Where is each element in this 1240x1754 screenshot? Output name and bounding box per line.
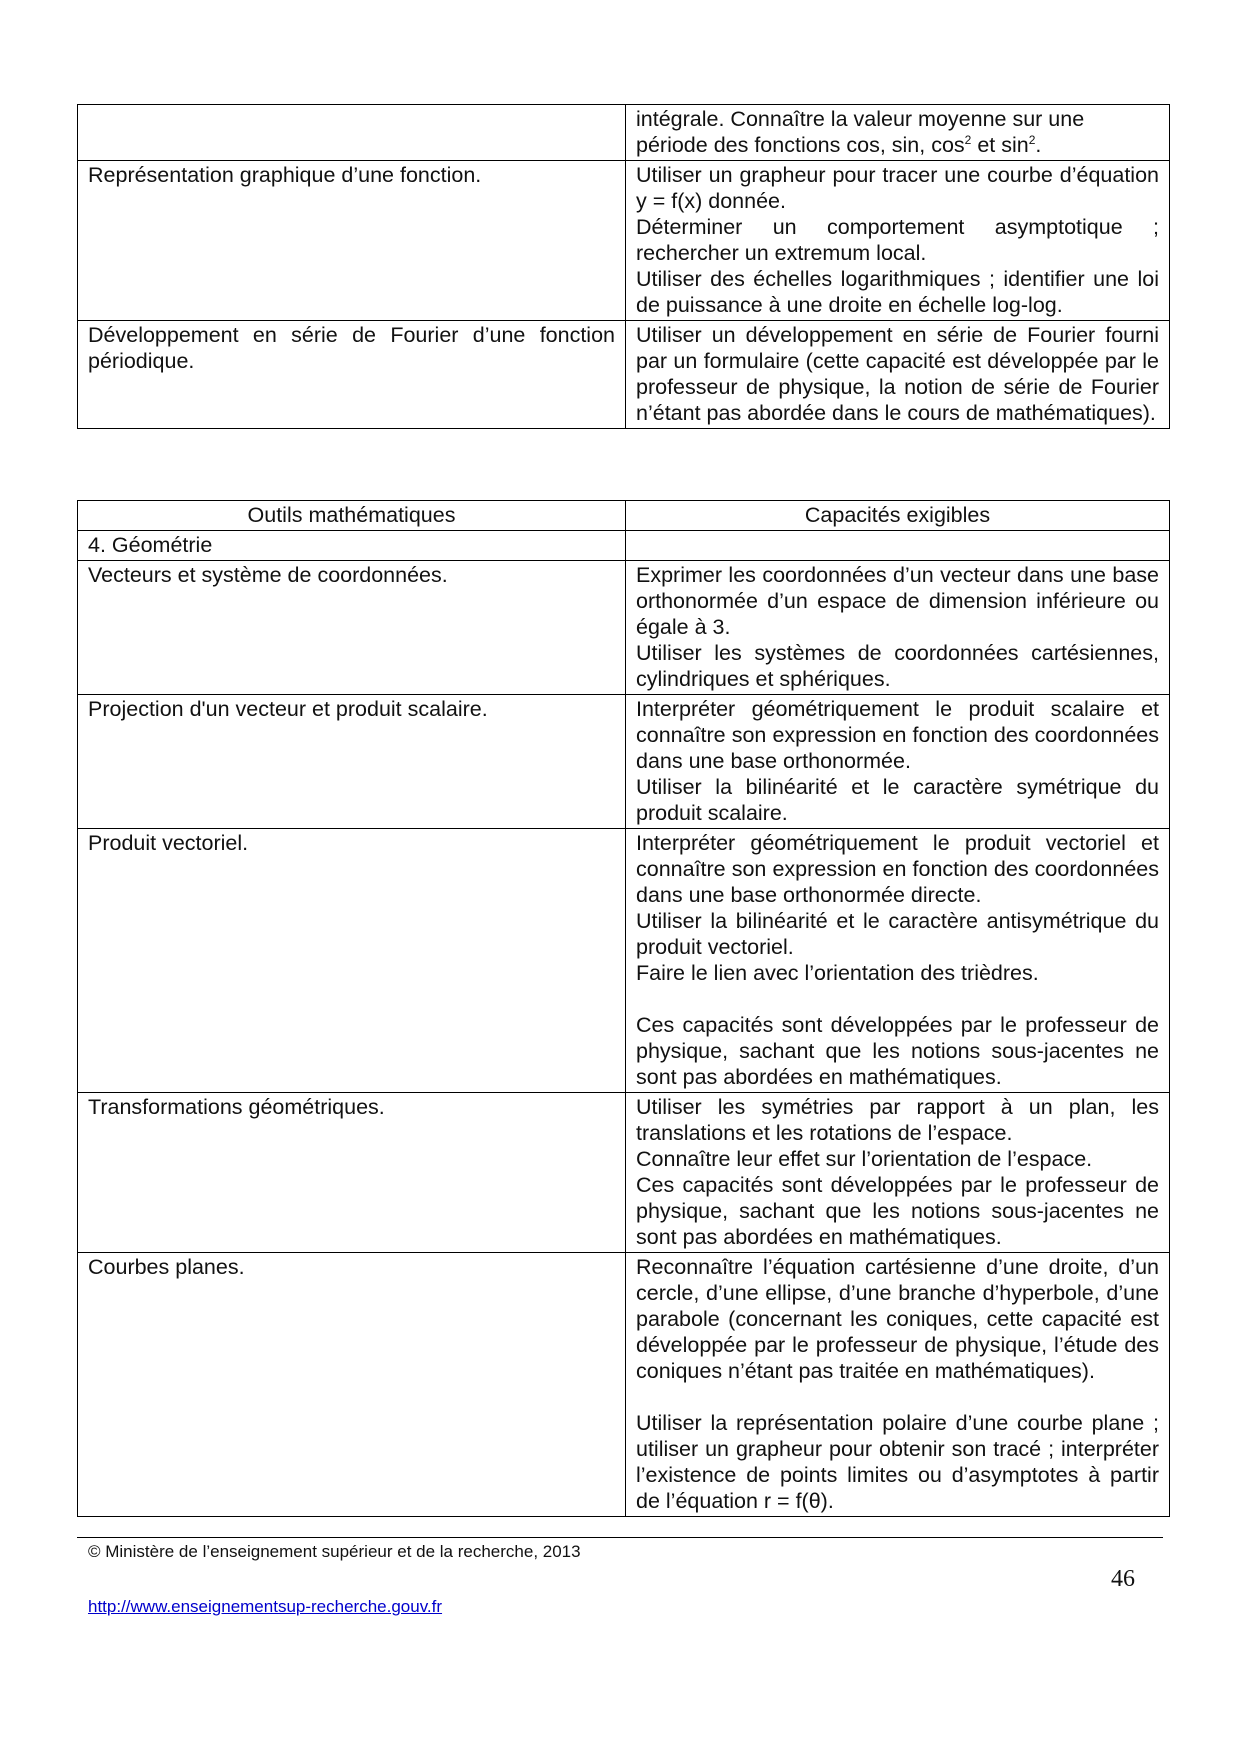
tool-cell-empty bbox=[78, 105, 626, 161]
table-row bbox=[78, 695, 1170, 829]
capacity-cell bbox=[626, 1253, 1170, 1517]
superscript: 2 bbox=[1028, 133, 1036, 147]
footer-copyright: © Ministère de l’enseignement supérieur et de la recherche, 2013 bbox=[88, 1542, 581, 1561]
tool-cell bbox=[78, 161, 626, 321]
capacity-paragraph: Utiliser la bilinéarité et le caractère antisymétrique du produit vectoriel. bbox=[636, 909, 1159, 959]
footer-divider bbox=[77, 1537, 1163, 1538]
table-row bbox=[78, 561, 1170, 695]
superscript: 2 bbox=[964, 133, 972, 147]
column-header-capacities: Capacités exigibles bbox=[626, 501, 1170, 531]
capacity-paragraph: Ces capacités sont développées par le professeur de physique, sachant que les notions sous-jacentes ne sont pas abordées en mathématiques. bbox=[636, 1013, 1159, 1089]
capacity-line bbox=[636, 132, 1159, 158]
table-header-row bbox=[78, 501, 1170, 531]
section-row bbox=[78, 531, 1170, 561]
tool-cell bbox=[78, 829, 626, 1093]
tool-label: Vecteurs et système de coordonnées. bbox=[88, 563, 448, 587]
capacity-line: intégrale. Connaître la valeur moyenne sur une bbox=[636, 107, 1085, 131]
table-row bbox=[78, 829, 1170, 1093]
capacity-cell bbox=[626, 829, 1170, 1093]
capacity-paragraph: Interpréter géométriquement le produit scalaire et connaître son expression en fonction des coordonnées dans une base orthonormée. bbox=[636, 697, 1159, 773]
capacity-paragraph: Utiliser un grapheur pour tracer une courbe d’équation y = f(x) donnée. bbox=[636, 163, 1159, 213]
table-row bbox=[78, 105, 1170, 161]
text-fragment: et sin bbox=[971, 133, 1029, 157]
tool-cell bbox=[78, 695, 626, 829]
capacity-paragraph: Reconnaître l’équation cartésienne d’une droite, d’un cercle, d’une ellipse, d’une branche d’hyperbole, d’une parabole (concernant les coniques, cette capacité est développée par le professeur de physique, l’étude des coniques n’étant pas traitée en mathématiques). bbox=[636, 1255, 1159, 1383]
tool-label: Représentation graphique d’une fonction. bbox=[88, 163, 482, 187]
capacity-cell bbox=[626, 561, 1170, 695]
capacity-paragraph: Interpréter géométriquement le produit vectoriel et connaître son expression en fonction des coordonnées dans une base orthonormée directe. bbox=[636, 831, 1159, 907]
table-row bbox=[78, 1093, 1170, 1253]
capacity-paragraph: Utiliser les systèmes de coordonnées cartésiennes, cylindriques et sphériques. bbox=[636, 641, 1159, 691]
tool-label: Développement en série de Fourier d’une fonction périodique. bbox=[88, 323, 615, 373]
footer-url-link[interactable]: http://www.enseignementsup-recherche.gouv.fr bbox=[88, 1597, 443, 1616]
tool-label: Projection d'un vecteur et produit scalaire. bbox=[88, 697, 488, 721]
capacity-paragraph: Utiliser un développement en série de Fourier fourni par un formulaire (cette capacité est développée par le professeur de physique, la notion de série de Fourier n’étant pas abordée dans le cours de mathématiques). bbox=[636, 323, 1159, 425]
capacity-cell bbox=[626, 1093, 1170, 1253]
table-row bbox=[78, 161, 1170, 321]
section-title: 4. Géométrie bbox=[78, 531, 626, 561]
capacity-cell bbox=[626, 695, 1170, 829]
tool-cell bbox=[78, 1093, 626, 1253]
blank-line bbox=[636, 986, 1159, 1012]
capacity-cell bbox=[626, 161, 1170, 321]
section-empty-cell bbox=[626, 531, 1170, 561]
tool-label: Transformations géométriques. bbox=[88, 1095, 385, 1119]
tool-cell bbox=[78, 561, 626, 695]
capacity-paragraph: Faire le lien avec l’orientation des trièdres. bbox=[636, 961, 1039, 985]
capacity-paragraph: Ces capacités sont développées par le professeur de physique, sachant que les notions sous-jacentes ne sont pas abordées en mathématiques. bbox=[636, 1173, 1159, 1249]
text-fragment: période des fonctions cos, sin, cos bbox=[636, 133, 965, 157]
page-number: 46 bbox=[1111, 1566, 1135, 1592]
capacity-paragraph: Exprimer les coordonnées d’un vecteur dans une base orthonormée d’un espace de dimension inférieure ou égale à 3. bbox=[636, 563, 1159, 639]
capacity-paragraph: Utiliser des échelles logarithmiques ; identifier une loi de puissance à une droite en échelle log-log. bbox=[636, 267, 1159, 317]
capacity-paragraph: Déterminer un comportement asymptotique ; rechercher un extremum local. bbox=[636, 215, 1159, 265]
table-row bbox=[78, 321, 1170, 429]
capacity-cell bbox=[626, 321, 1170, 429]
capacity-paragraph: Utiliser la bilinéarité et le caractère symétrique du produit scalaire. bbox=[636, 775, 1159, 825]
geometry-table bbox=[77, 500, 1170, 1517]
tool-cell bbox=[78, 321, 626, 429]
column-header-tools: Outils mathématiques bbox=[78, 501, 626, 531]
tool-label: Courbes planes. bbox=[88, 1255, 245, 1279]
capacity-paragraph: Connaître leur effet sur l’orientation de l’espace. bbox=[636, 1147, 1093, 1171]
tool-cell bbox=[78, 1253, 626, 1517]
capacity-paragraph: Utiliser les symétries par rapport à un plan, les translations et les rotations de l’espace. bbox=[636, 1095, 1159, 1145]
table-row bbox=[78, 1253, 1170, 1517]
blank-line bbox=[636, 1384, 1159, 1410]
tool-label: Produit vectoriel. bbox=[88, 831, 249, 855]
capacity-cell bbox=[626, 105, 1170, 161]
table-continued bbox=[77, 104, 1170, 429]
text-fragment: . bbox=[1035, 133, 1042, 157]
capacity-paragraph: Utiliser la représentation polaire d’une courbe plane ; utiliser un grapheur pour obtenir son tracé ; interpréter l’existence de points limites ou d’asymptotes à partir de l’équation r = f(θ). bbox=[636, 1411, 1159, 1513]
